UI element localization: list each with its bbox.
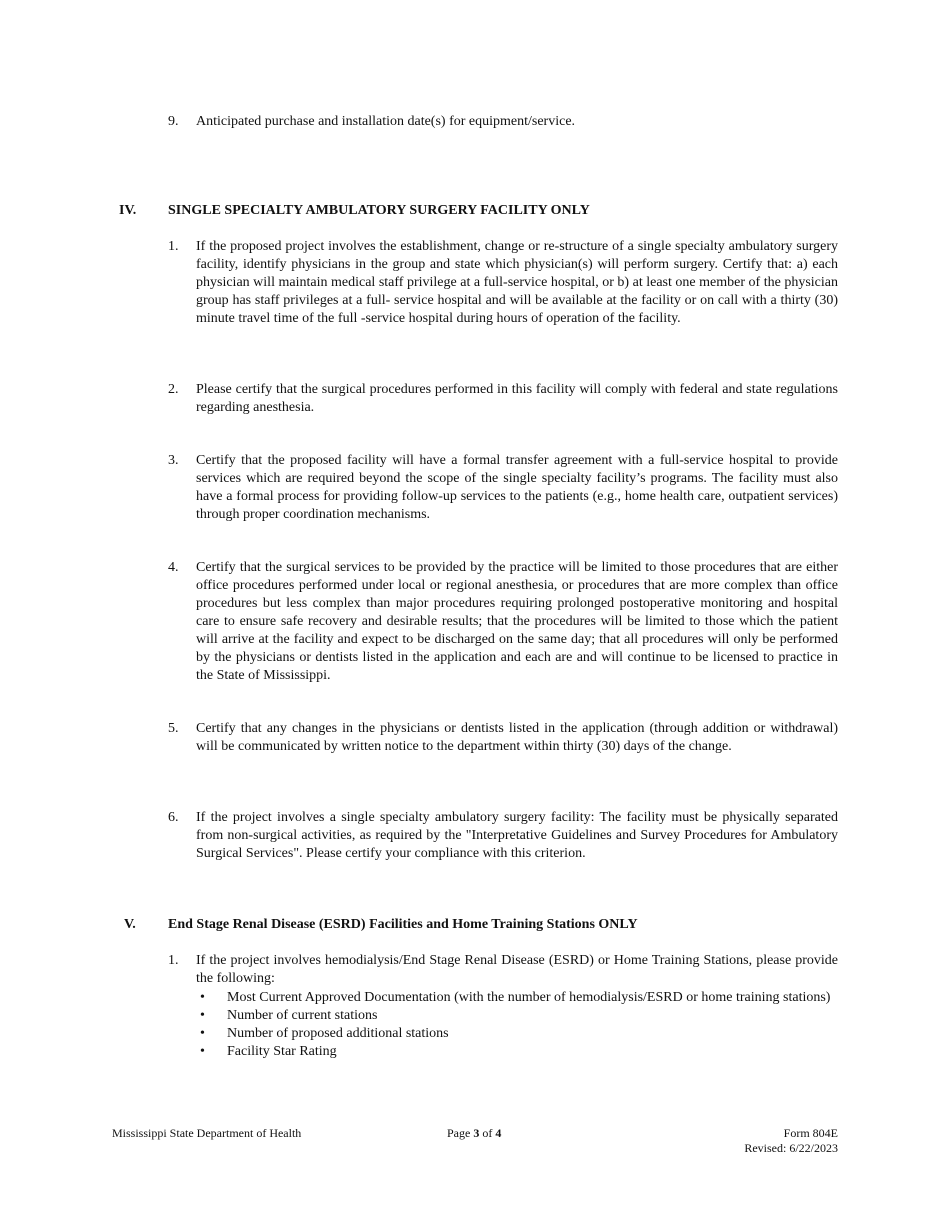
item-number: 2. — [168, 382, 179, 397]
item-text: If the project involves hemodialysis/End Stage Renal Disease (ESRD) or Home Training Stations, please provide the following: — [196, 953, 838, 986]
list-item-text: Facility Star Rating — [227, 1044, 337, 1059]
item-text: Certify that the surgical services to be provided by the practice will be limited to those procedures that are either office procedures performed under local or regional anesthesia, or procedures that are more complex than office procedures but less complex than major procedures requiring prolonged postoperative monitoring and hospital care to ensure safe recovery and desirable results; that the procedures will be limited to those which the patient will arrive at the facility and expect to be discharged on the same day; that all procedures will only be performed by the physicians or dentists listed in the application and each are and will continue to be licensed to practice in the State of Mississippi. — [196, 560, 838, 683]
section-iv-item-6 — [168, 809, 838, 863]
item-text: Please certify that the surgical procedures performed in this facility will comply with federal and state regulations regarding anesthesia. — [196, 382, 838, 415]
item-number: 9. — [168, 114, 179, 129]
item-text: If the proposed project involves the establishment, change or re-structure of a single specialty ambulatory surgery facility, identify physicians in the group and state which physician(s) will perform surgery. Certify that: a) each physician will maintain medical staff privilege at a full-service hospital, or b) at least one member of the physician group has staff privileges at a full- service hospital and will be available at the facility or on call with a thirty (30) minute travel time of the full -service hospital during hours of operation of the facility. — [196, 239, 838, 326]
footer-form-info — [640, 1126, 838, 1156]
page-of: of — [482, 1126, 493, 1140]
item-9 — [168, 113, 838, 131]
page-label: Page — [447, 1126, 471, 1140]
form-number: Form 804E — [783, 1126, 838, 1140]
list-item — [196, 989, 838, 1007]
section-number: V. — [124, 917, 136, 932]
section-iv-item-5 — [168, 720, 838, 756]
item-text: If the project involves a single specialty ambulatory surgery facility: The facility must be physically separated from non-surgical activities, as required by the "Interpretative Guidelines and Survey Procedures for Ambulatory Surgical Services". Please certify your compliance with this criterion. — [196, 810, 838, 861]
list-item-text: Number of proposed additional stations — [227, 1026, 449, 1041]
bullet-icon: • — [200, 1044, 205, 1059]
item-number: 4. — [168, 560, 179, 575]
section-iv-item-1 — [168, 238, 838, 328]
revision-date: Revised: 6/22/2023 — [744, 1141, 838, 1155]
section-number: IV. — [119, 203, 137, 218]
footer-department: Mississippi State Department of Health — [112, 1126, 302, 1140]
section-iv-item-3 — [168, 452, 838, 524]
item-number: 6. — [168, 810, 179, 825]
bullet-icon: • — [200, 990, 205, 1005]
section-title: End Stage Renal Disease (ESRD) Facilities and Home Training Stations ONLY — [168, 917, 638, 932]
section-v-item-1 — [168, 952, 838, 988]
list-item-text: Most Current Approved Documentation (with the number of hemodialysis/ESRD or home training stations) — [227, 990, 831, 1005]
item-text: Certify that any changes in the physicians or dentists listed in the application (through addition or withdrawal) will be communicated by written notice to the department within thirty (30) days of the change. — [196, 721, 838, 754]
list-item — [196, 1025, 838, 1043]
requirements-bullet-list — [196, 989, 838, 1061]
bullet-icon: • — [200, 1008, 205, 1023]
item-number: 1. — [168, 239, 179, 254]
item-number: 5. — [168, 721, 179, 736]
total-pages: 4 — [495, 1126, 502, 1140]
footer-page-number — [447, 1126, 501, 1141]
section-title: SINGLE SPECIALTY AMBULATORY SURGERY FACILITY ONLY — [168, 203, 590, 218]
list-item — [196, 1043, 838, 1061]
list-item-text: Number of current stations — [227, 1008, 378, 1023]
bullet-icon: • — [200, 1026, 205, 1041]
item-number: 3. — [168, 453, 179, 468]
list-item — [196, 1007, 838, 1025]
section-iv-item-4 — [168, 559, 838, 685]
item-text: Certify that the proposed facility will have a formal transfer agreement with a full-service hospital to provide services which are required beyond the scope of the single specialty facility’s programs. The facility must also have a formal process for providing follow-up services to the patients (e.g., home health care, outpatient services) through proper coordination mechanisms. — [196, 453, 838, 522]
item-number: 1. — [168, 953, 179, 968]
item-text: Anticipated purchase and installation date(s) for equipment/service. — [196, 114, 576, 129]
section-iv-item-2 — [168, 381, 838, 417]
current-page: 3 — [473, 1126, 480, 1140]
